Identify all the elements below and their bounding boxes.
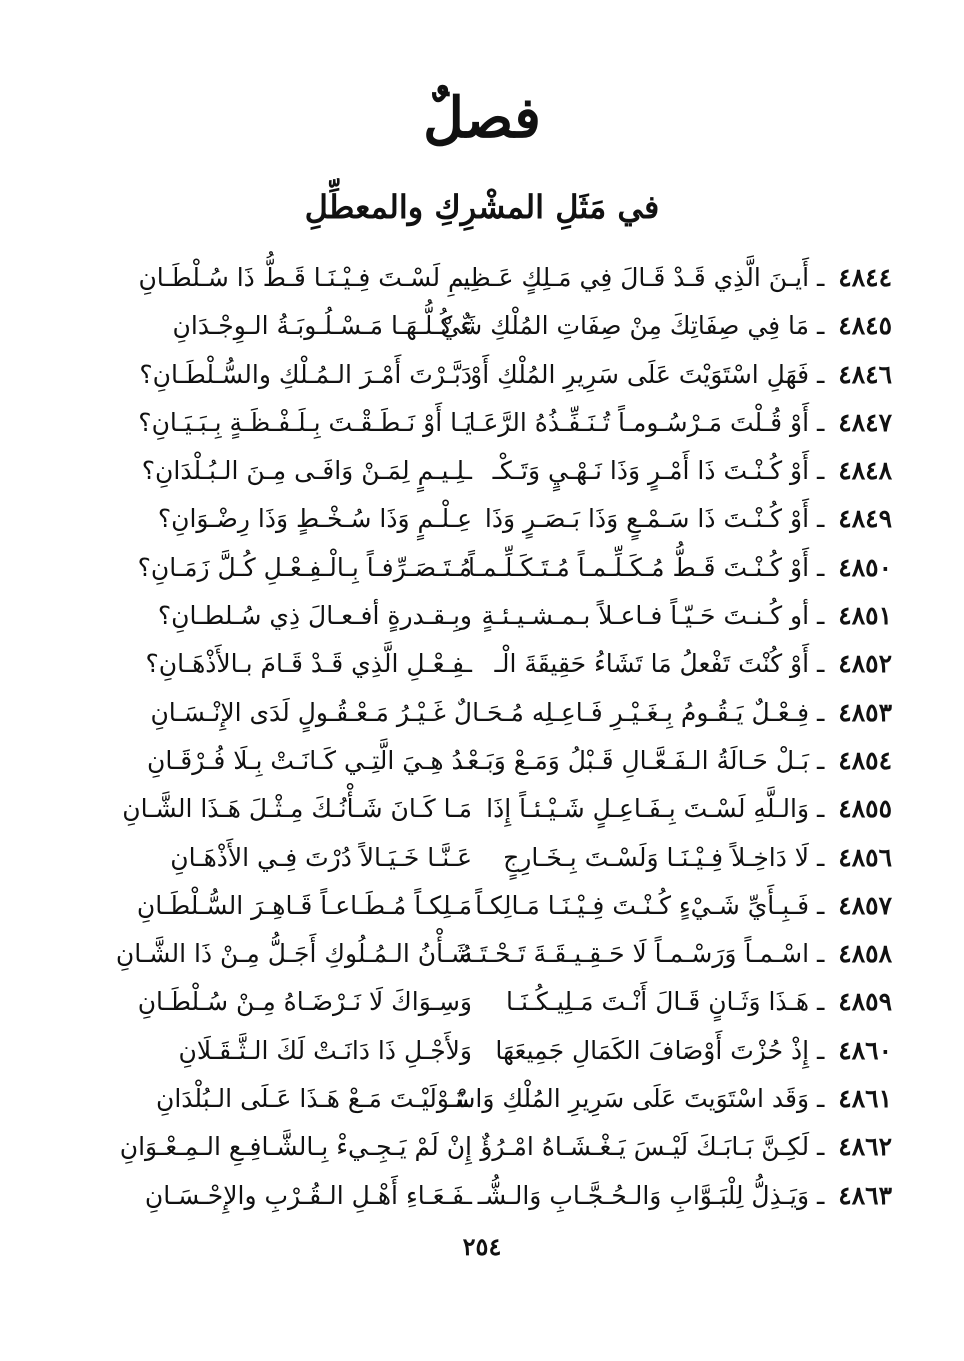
verse-first-hemistich [468, 399, 892, 447]
verse-number: ٤٨٥٧ [838, 890, 892, 920]
verse-line [92, 1027, 892, 1075]
verse-line [92, 1172, 892, 1220]
verse-line [92, 1075, 892, 1123]
verse-second-hemistich: مَـا كَـانَ شَـأْنُـكَ مِـثْـلَ هَـذَا الشَّـانِ [122, 794, 472, 824]
verse-first-text: أَوْ قُـلْتَ مَـرْسُـومـاً تُـنَـفِّـذُهُ الرَّعَـا [468, 407, 810, 437]
verse-line [92, 351, 892, 399]
verse-number: ٤٨٥٥ [838, 794, 892, 824]
verse-second-hemistich: مَـلِكـاً مُـطَـاعـاً قَـاهِـرَ السُّـلْطَـانِ [136, 890, 472, 920]
verse-first-text: أو كُـنـتَ حَـيّـاً فـاعـلاً بـمـشـيـئـةٍ [481, 601, 810, 631]
verse-first-text: وَالـلَّهِ لَسْـتَ بِـفَـاعِـلٍ شَـيْـئـاً إِذَا [486, 794, 810, 824]
verse-first-text: أَوْ كُـنْـتَ قَـطُّ مُـكَـلِّـمـاً مُـتَـكَـلِّـمـاً [468, 552, 810, 582]
verse-first-text: أَوْ كُنْتَ تَفْعلُ مَا تَشَاءُ حَقِيقَةَ الْـ [494, 649, 810, 679]
verse-first-text: أَوْ كُـنْـتَ ذَا أَمْـرٍ وَذَا نَـهْـيٍ وَتَـكْـ [492, 456, 810, 486]
verse-first-hemistich [480, 1123, 892, 1171]
verse-first-hemistich [475, 882, 892, 930]
verse-dash: ـ [809, 601, 833, 631]
verse-line [92, 737, 892, 785]
verse-first-text: لَكِـنَّ بَـابَـكَ لَيْـسَ يَـغْـشَـاهُ امْـرُؤٌ [480, 1132, 810, 1162]
verse-second-hemistich: ـلِـيـمٍ لِمَـنْ وَافَـى مِـنَ الـبُـلْدَانِ؟ [141, 456, 472, 486]
verse-dash: ـ [809, 552, 833, 582]
verse-second-hemistich: ـتَـوْلَيْـتَ مَـعْ هَـذَا عَـلَى الـبُلْدَانِ [155, 1084, 472, 1114]
verse-second-hemistich: دَبَّـرْتَ أَمْـرَ الـمُـلْكِ والسُّـلْطَـانِ؟ [139, 359, 472, 389]
verse-first-text: هَـذَا وَثَـانٍ قَـالَ أَنْـتَ مَـلِيـكُـنَـا [506, 987, 810, 1017]
verse-first-hemistich [484, 495, 892, 543]
verse-first-hemistich [470, 351, 892, 399]
verse-dash: ـ [809, 504, 833, 534]
verse-number: ٤٨٥٩ [838, 987, 892, 1017]
verse-second-hemistich: لٌ غَـيْـرُ مَـعْـقُـولٍ لَدَى الإِنْـسَـانِ [150, 697, 472, 727]
verse-first-hemistich [468, 544, 892, 592]
verse-number: ٤٨٥٣ [838, 697, 892, 727]
verse-first-text: بَـلْ حَـالَةُ الـفَـعَّـالِ قَـبْلُ وَمَـعْ وَبَـعْـ [460, 745, 810, 775]
verse-line [92, 592, 892, 640]
verse-second-hemistich: وَلأَجْـلِ ذَا دَانَـتْ لَكَ الـثَّـقَـلَانِ [178, 1035, 472, 1065]
verse-line [92, 882, 892, 930]
verse-dash: ـ [809, 1035, 833, 1065]
verse-second-hemistich: ـمِ لَسْـتَ فِـيْـنَـا قَـطُّ ذَا سُـلْطَـانِ [138, 263, 472, 292]
verse-number: ٤٨٦٣ [838, 1180, 892, 1210]
verse-second-hemistich: ـفَـعَـاءِ أَهْـلِ الـقُـرْبِ والإِحْـسَـانِ [144, 1180, 472, 1210]
section-subheading: في مَثَلِ المشْرِكِ والمعطِّلِ [304, 188, 660, 226]
verse-first-hemistich [492, 834, 892, 882]
verse-dash: ـ [809, 263, 833, 292]
verse-line [92, 785, 892, 833]
verse-line [92, 399, 892, 447]
verse-number: ٤٨٦٢ [838, 1132, 892, 1162]
verse-number: ٤٨٤٩ [838, 504, 892, 534]
verse-first-text: أَوْ كُـنْـتَ ذَا سَـمْـعٍ وَذَا بَـصَـرٍ وَذَا [484, 504, 810, 534]
verse-first-text: فَـبِـأَيِّ شَـيْءٍ كُـنْـتَ فِـيْـنَـا مَـالِكـاً [475, 890, 810, 920]
verse-second-hemistich: ـدُ هِـيَ الَّتِـي كَـانَـتْ بِـلَا فُـرْقَـانِ [147, 745, 472, 775]
verse-first-hemistich [477, 1172, 892, 1220]
verse-dash: ـ [809, 359, 833, 389]
verse-line [92, 495, 892, 543]
page-number: ٢٥٤ [462, 1232, 502, 1261]
verse-first-text: أَيـنَ الَّذِي قَـدْ قَـالَ فِي مَـلِكٍ عَـظِيـ [455, 263, 810, 292]
verse-first-hemistich [440, 302, 892, 350]
verse-first-text: وَقَد اسْتَوَيتَ عَلَى سَرِيرِ المُلْكِ وَاسْـ [447, 1084, 810, 1114]
verse-line [92, 302, 892, 350]
verse-dash: ـ [809, 311, 833, 341]
verse-second-hemistich: عَـنَّـا خَـيَـالاً دُرْتَ فِـي الأَذْهَـانِ [170, 842, 472, 872]
verse-dash: ـ [809, 939, 833, 969]
verse-dash: ـ [809, 1084, 833, 1114]
verse-line [92, 834, 892, 882]
verse-first-hemistich [492, 640, 892, 688]
verse-first-hemistich [481, 592, 892, 640]
verse-first-hemistich [486, 785, 892, 833]
verse-second-hemistich: يَـا أَوْ نَـطَـقْـتَ بِـلَـفْـظَـةٍ بِـبَـيَـانِ؟ [138, 407, 472, 437]
verse-number: ٤٨٥١ [838, 601, 892, 631]
verse-line [92, 978, 892, 1026]
verse-line [92, 544, 892, 592]
verse-dash: ـ [809, 890, 833, 920]
section-heading: فصلٌ [423, 85, 541, 151]
verse-first-hemistich [492, 447, 892, 495]
verse-list [92, 254, 892, 1220]
verse-first-text: اسْـمـاً وَرَسْـمـاً لَا حَـقِـيـقَـةَ تَـحْـتَـهُ [459, 939, 810, 969]
verse-line [92, 254, 892, 302]
verse-dash: ـ [809, 794, 833, 824]
verse-dash: ـ [809, 697, 833, 727]
verse-number: ٤٨٤٦ [838, 359, 892, 389]
verse-second-hemistich: شَـأْنُ الـمُـلُوكِ أَجَـلُّ مِـنْ ذَا الشَّـانِ [115, 939, 472, 969]
verse-dash: ـ [809, 649, 833, 679]
verse-dash: ـ [809, 407, 833, 437]
verse-second-hemistich: وَسِـوَاكَ لَا نَـرْضَـاهُ مِـنْ سُـلْطَـانِ [137, 987, 472, 1017]
verse-second-hemistich: إِنْ لَمْ يَـجِـيءْ بِـالشَّـافِـعِ الـمِـعْـوَانِ [119, 1132, 472, 1162]
verse-dash: ـ [809, 745, 833, 775]
verse-first-text: لَا دَاخِـلاً فِـيْـنَـا وَلَسْـتَ بِـخَـارِجٍ [503, 842, 810, 872]
verse-line [92, 930, 892, 978]
verse-number: ٤٨٥٤ [838, 745, 892, 775]
verse-line [92, 1123, 892, 1171]
verse-first-hemistich [492, 978, 892, 1026]
verse-number: ٤٨٥٢ [838, 649, 892, 679]
verse-first-hemistich [459, 930, 892, 978]
verse-number: ٤٨٥٨ [838, 939, 892, 969]
verse-number: ٤٨٤٨ [838, 456, 892, 486]
verse-number: ٤٨٤٤ [838, 263, 892, 292]
verse-line [92, 640, 892, 688]
verse-number: ٤٨٤٥ [838, 311, 892, 341]
verse-first-hemistich [455, 254, 892, 302]
verse-first-hemistich [492, 1027, 892, 1075]
verse-number: ٤٨٦٠ [838, 1035, 892, 1065]
verse-first-text: مَا فِي صِفَاتِكَ مِنْ صِفَاتِ المُلْكِ شَيْ [440, 311, 810, 341]
verse-line [92, 447, 892, 495]
verse-dash: ـ [809, 987, 833, 1017]
verse-second-hemistich: عِـلْـمٍ وَذَا سُـخْـطٍ وَذَا رِضْـوَانِ؟ [157, 504, 472, 534]
verse-dash: ـ [809, 1180, 833, 1210]
verse-number: ٤٨٥٦ [838, 842, 892, 872]
verse-number: ٤٨٥٠ [838, 552, 892, 582]
verse-first-text: فِـعْـلٌ يَـقُـومُ بِـغَـيْـرِ فَـاعِـلِه مُـحَـا [472, 697, 810, 727]
verse-first-hemistich [472, 689, 892, 737]
verse-second-hemistich: وبِـقـدرةٍ أفـعـالَ ذِي سُـلطـانِ؟ [157, 601, 472, 631]
verse-second-hemistich: ـفِـعْـلِ الَّذِي قَـدْ قَـامَ بـالأَذْهَـانِ؟ [145, 649, 472, 679]
verse-first-text: إِذْ حُزْتَ أَوْصَافَ الكَمَالِ جَمِيعَهَا [495, 1035, 810, 1065]
verse-first-text: فَهَلِ اسْتَوَيْتَ عَلَى سَرِيرِ المُلْكِ أَوْ [470, 359, 810, 389]
verse-second-hemistich: مُـتَـصَـرِّفـاً بِـالْـفِـعْـلِ كُـلَّ زَمَـانِ؟ [137, 552, 472, 582]
verse-dash: ـ [809, 842, 833, 872]
verse-number: ٤٨٦١ [838, 1084, 892, 1114]
verse-dash: ـ [809, 1132, 833, 1162]
verse-first-hemistich [460, 737, 892, 785]
verse-second-hemistich: ءٌ كُـلُّـهَـا مَـسْـلُـوبَـةُ الـوِجْـدَانِ [172, 311, 472, 341]
verse-number: ٤٨٤٧ [838, 407, 892, 437]
verse-first-text: وَيَـذِلُّ لِلْبَـوَّابِ وَالـحُـجَّـابِ وَالـشُّـ [477, 1180, 810, 1210]
verse-dash: ـ [809, 456, 833, 486]
verse-first-hemistich [447, 1075, 892, 1123]
verse-line [92, 689, 892, 737]
